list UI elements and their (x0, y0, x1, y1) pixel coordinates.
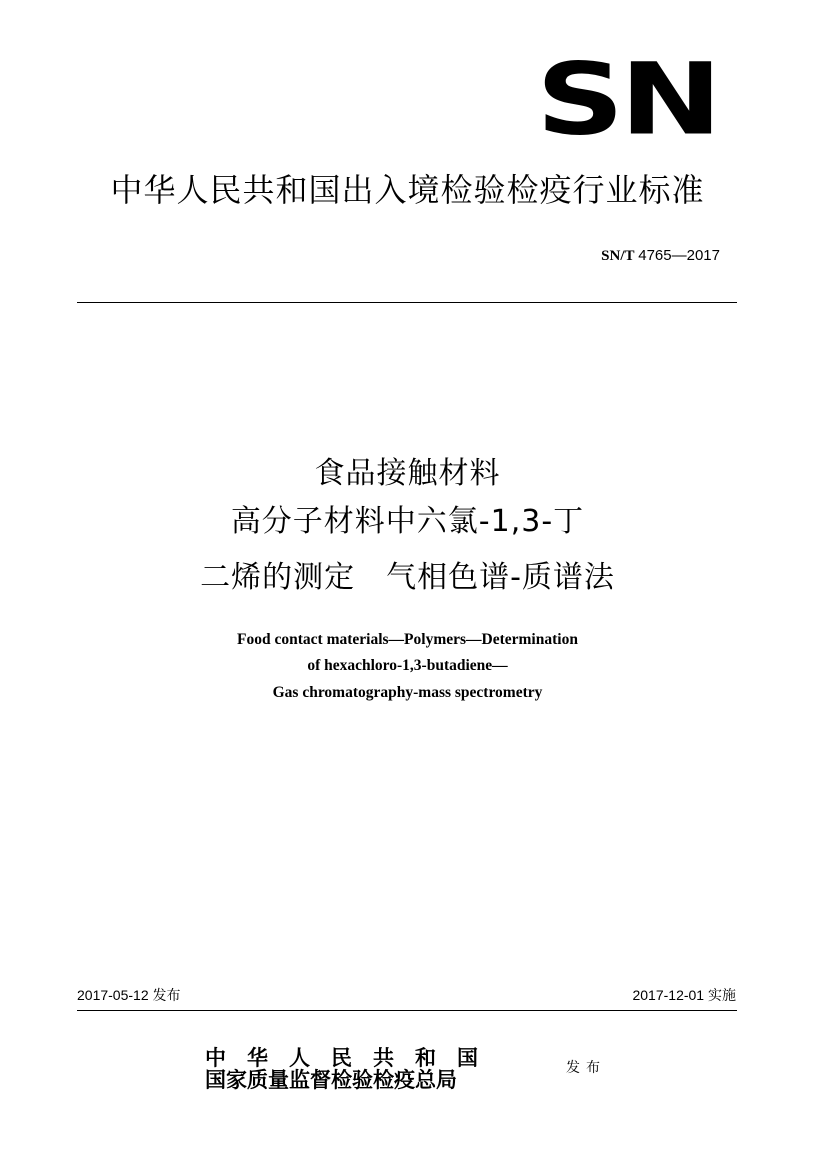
title-en-line1: Food contact materials—Polymers—Determination (237, 631, 578, 648)
standard-number (601, 246, 720, 266)
standard-number-value: 4765—2017 (638, 247, 720, 264)
footer-divider (77, 1010, 737, 1011)
issuer-line1: 中 华 人 民 共 和 国 (205, 1045, 478, 1070)
implement-date: 2017-12-01 实施 (632, 987, 736, 1003)
title-en-line2: of hexachloro-1,3-butadiene— (307, 657, 508, 674)
title-cn-line1: 食品接触材料 (314, 456, 501, 491)
publish-label: 发布 (566, 1060, 606, 1076)
sn-logo: SN (536, 41, 718, 158)
title-en-line3: Gas chromatography-mass spectrometry (272, 684, 543, 701)
title-cn-line3: 二烯的测定 气相色谱-质谱法 (200, 560, 615, 595)
standard-number-prefix: SN/T (601, 248, 635, 264)
header-divider (77, 302, 737, 303)
issue-date: 2017-05-12 发布 (77, 987, 181, 1003)
agency-title: 中华人民共和国出入境检验检疫行业标准 (110, 171, 705, 209)
title-cn-line2: 高分子材料中六氯-1,3-丁 (230, 504, 585, 539)
issuer-line2: 国家质量监督检验检疫总局 (205, 1067, 457, 1092)
